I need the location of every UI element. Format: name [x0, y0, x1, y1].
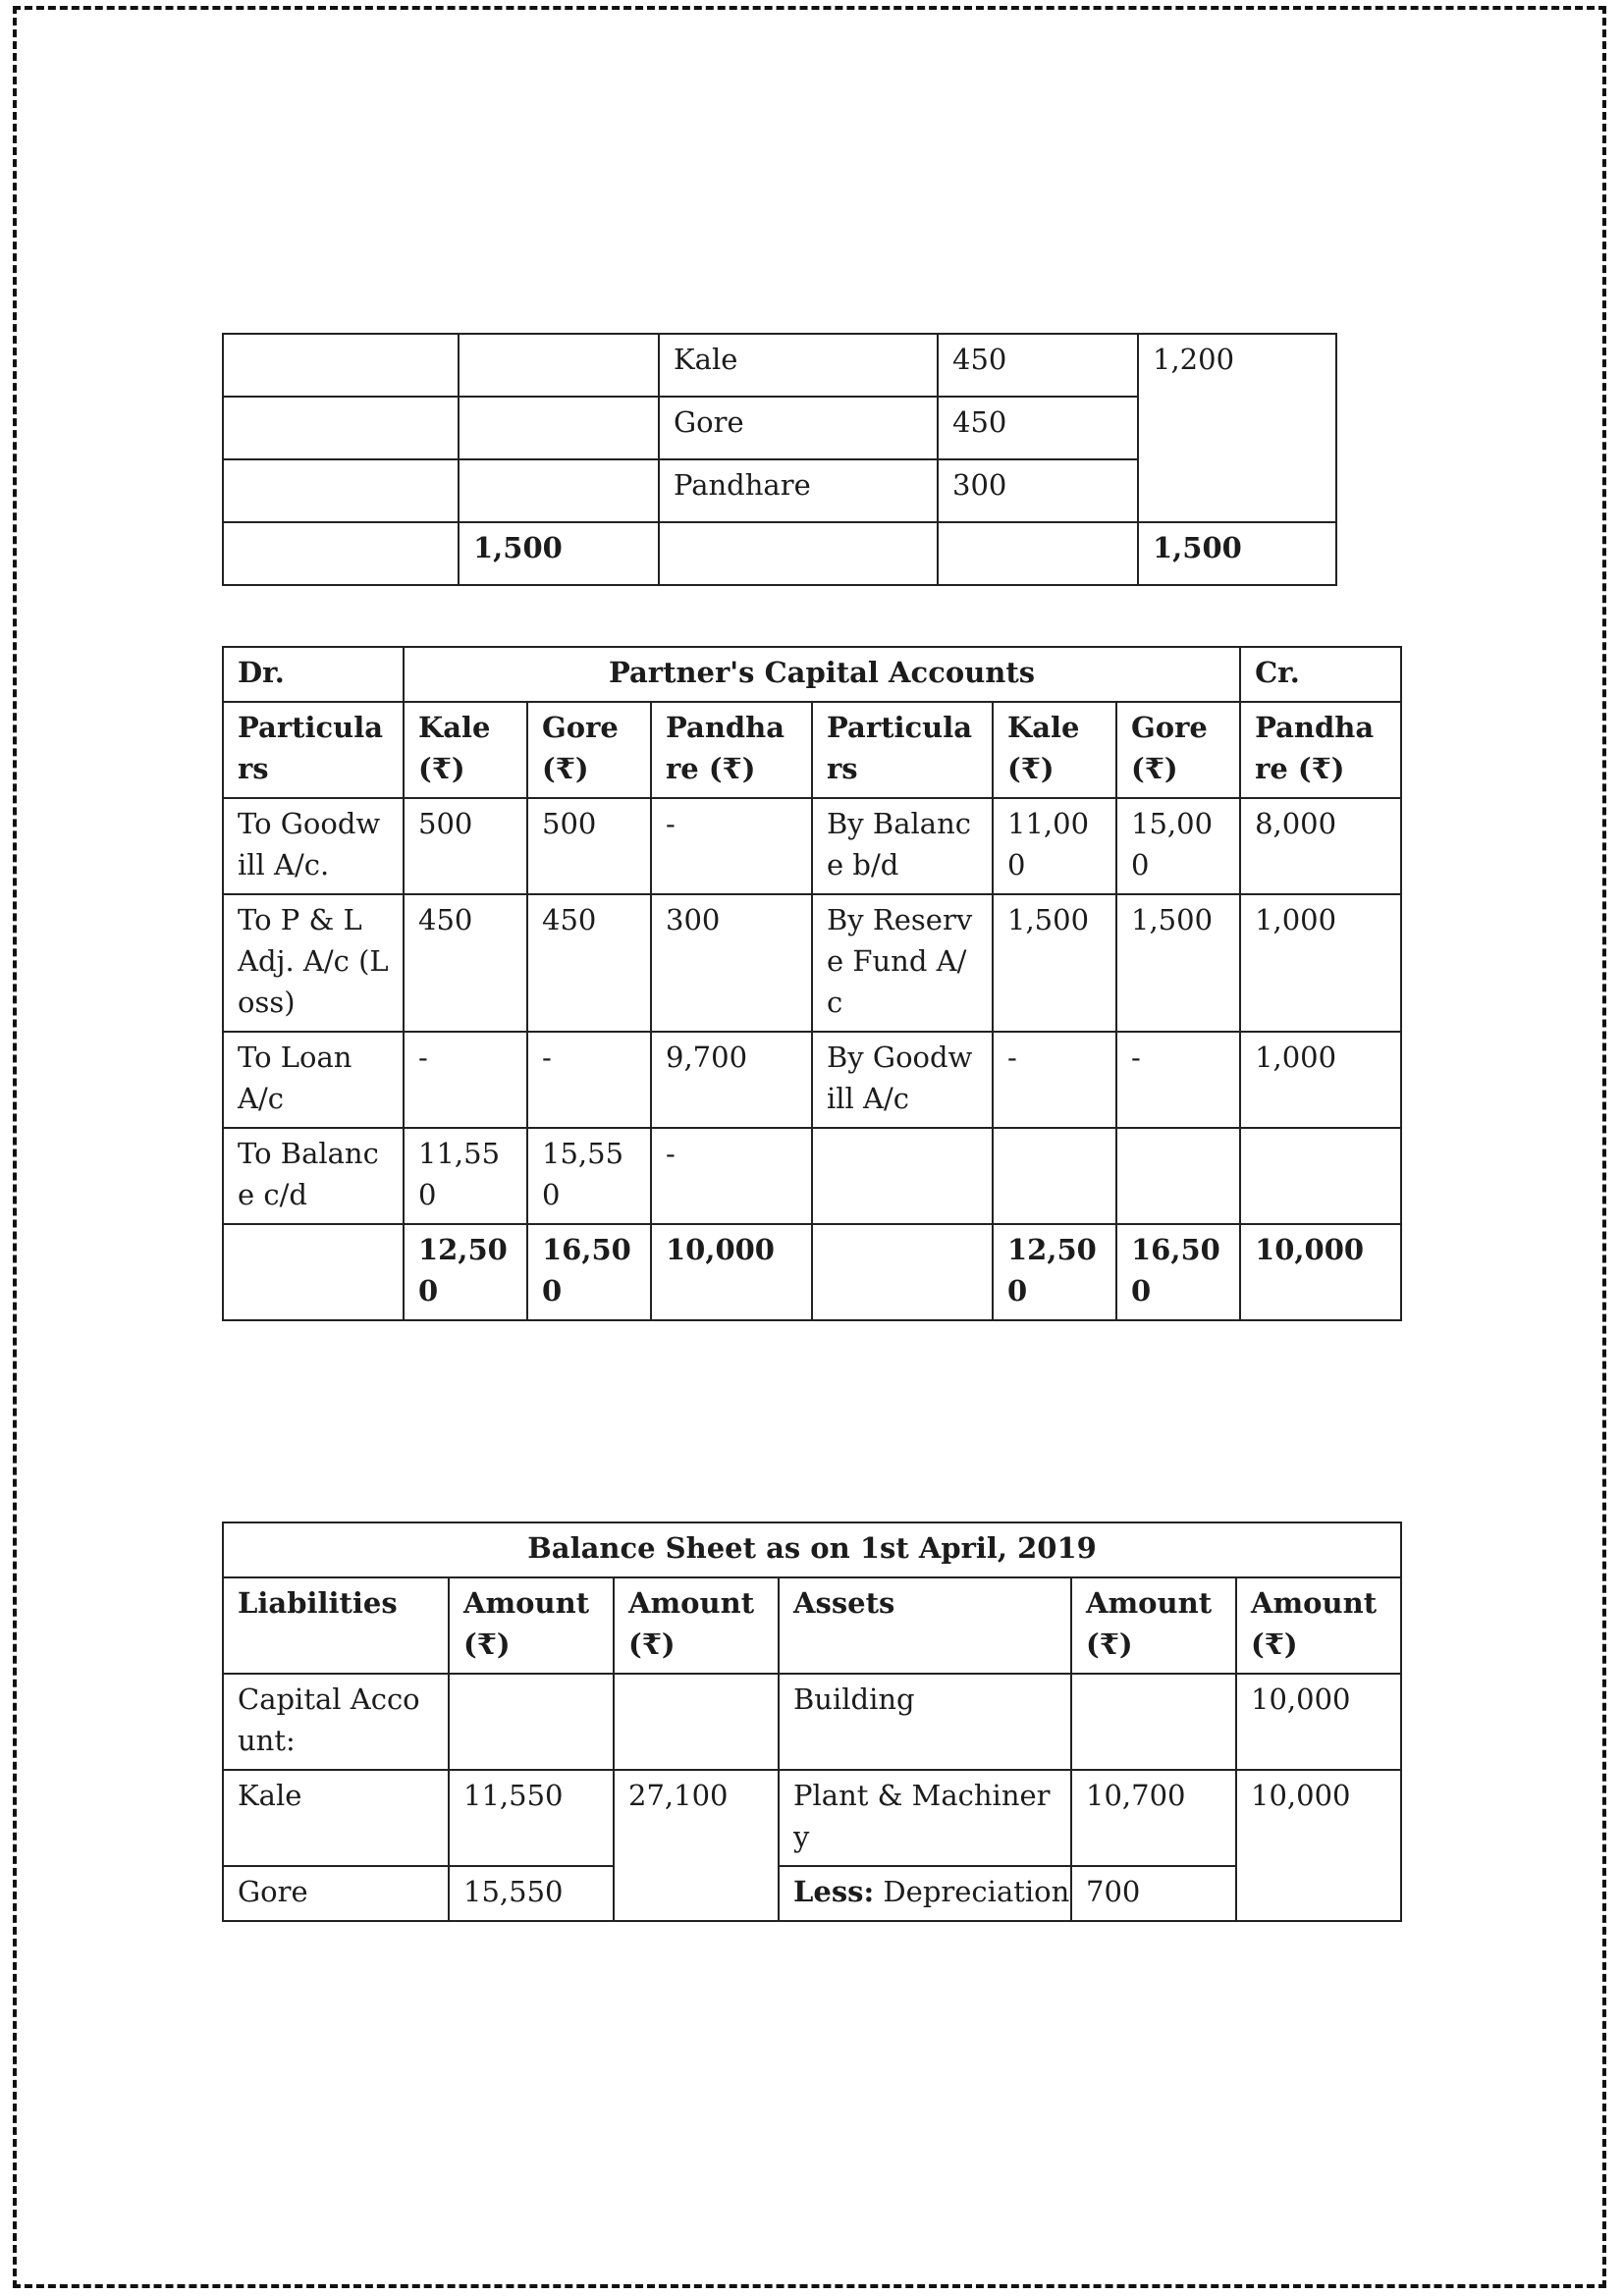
- table-cell: [459, 334, 659, 397]
- column-header: Pandhare (₹): [1240, 702, 1401, 798]
- table-cell: To P & L Adj. A/c (Loss): [223, 894, 404, 1032]
- table-cell: 10,000: [1236, 1674, 1401, 1770]
- table-cell: [459, 459, 659, 522]
- table-cell: To Balance c/d: [223, 1128, 404, 1224]
- table-cell: 700: [1071, 1866, 1236, 1921]
- column-header-row: [223, 702, 1401, 798]
- column-header: Particulars: [812, 702, 993, 798]
- column-header: Amount (₹): [614, 1577, 779, 1674]
- table-cell: 11,550: [404, 1128, 527, 1224]
- column-header: Liabilities: [223, 1577, 449, 1674]
- table-cell: [449, 1674, 614, 1770]
- table-cell: [659, 522, 938, 585]
- column-header: Amount (₹): [1236, 1577, 1401, 1674]
- table-cell: By Balance b/d: [812, 798, 993, 894]
- column-header: Assets: [779, 1577, 1071, 1674]
- column-header: Gore (₹): [527, 702, 651, 798]
- continuation-table: [222, 333, 1337, 586]
- table-cell: Kale: [223, 1770, 449, 1866]
- total-cell: 16,500: [1116, 1224, 1240, 1320]
- total-cell: [223, 1224, 404, 1320]
- total-cell: [812, 1224, 993, 1320]
- table-header-row: [223, 1522, 1401, 1577]
- table-cell: 15,550: [527, 1128, 651, 1224]
- table-cell: 300: [938, 459, 1138, 522]
- capital-accounts-table: [222, 646, 1402, 1321]
- total-cell: 12,500: [993, 1224, 1116, 1320]
- table-title: Partner's Capital Accounts: [404, 647, 1240, 702]
- table-cell: 500: [527, 798, 651, 894]
- column-header: Pandhare (₹): [651, 702, 812, 798]
- table-cell: -: [527, 1032, 651, 1128]
- less-label: Less:: [793, 1875, 875, 1908]
- table-row: [223, 522, 1336, 585]
- column-header: Particulars: [223, 702, 404, 798]
- table-cell: 1,500: [1116, 894, 1240, 1032]
- table-cell: Pandhare: [659, 459, 938, 522]
- total-cell: 10,000: [651, 1224, 812, 1320]
- table-cell: [1071, 1674, 1236, 1770]
- table-cell: [223, 459, 459, 522]
- table-cell: 10,700: [1071, 1770, 1236, 1866]
- table-cell: [938, 522, 1138, 585]
- table-cell: By Reserve Fund A/c: [812, 894, 993, 1032]
- table-cell: 300: [651, 894, 812, 1032]
- balance-sheet-table: [222, 1522, 1402, 1922]
- table-row: [223, 1032, 1401, 1128]
- table-cell: [223, 397, 459, 459]
- table-row: [223, 1674, 1401, 1770]
- table-cell: 1,000: [1240, 1032, 1401, 1128]
- column-header: Kale (₹): [993, 702, 1116, 798]
- table-cell: 1,500: [993, 894, 1116, 1032]
- table-cell: 450: [938, 334, 1138, 397]
- table-row: [223, 1128, 1401, 1224]
- cr-label: Cr.: [1240, 647, 1401, 702]
- table-row: [223, 798, 1401, 894]
- table-cell: [812, 1128, 993, 1224]
- table-cell: 450: [404, 894, 527, 1032]
- total-cell: 16,500: [527, 1224, 651, 1320]
- table-cell: [1240, 1128, 1401, 1224]
- table-cell: -: [404, 1032, 527, 1128]
- table-cell: Capital Account:: [223, 1674, 449, 1770]
- table-cell: [614, 1674, 779, 1770]
- table-cell: 27,100: [614, 1770, 779, 1921]
- table-cell: [993, 1128, 1116, 1224]
- depreciation-label: Depreciation: [883, 1875, 1070, 1908]
- table-cell: Plant & Machinery: [779, 1770, 1071, 1866]
- table-cell: 1,000: [1240, 894, 1401, 1032]
- table-cell: To Goodwill A/c.: [223, 798, 404, 894]
- column-header: Kale (₹): [404, 702, 527, 798]
- table-cell: Gore: [223, 1866, 449, 1921]
- table-cell: -: [1116, 1032, 1240, 1128]
- dr-label: Dr.: [223, 647, 404, 702]
- table-cell: 9,700: [651, 1032, 812, 1128]
- table-cell: -: [651, 1128, 812, 1224]
- table-cell: Building: [779, 1674, 1071, 1770]
- table-row: [223, 1770, 1401, 1866]
- column-header: Gore (₹): [1116, 702, 1240, 798]
- table-title: Balance Sheet as on 1st April, 2019: [223, 1522, 1401, 1577]
- table-cell: Gore: [659, 397, 938, 459]
- total-cell: 1,500: [459, 522, 659, 585]
- table-cell: [459, 397, 659, 459]
- total-cell: 1,500: [1138, 522, 1336, 585]
- column-header: Amount (₹): [1071, 1577, 1236, 1674]
- table-cell: 500: [404, 798, 527, 894]
- table-header-row: [223, 647, 1401, 702]
- table-row: [223, 894, 1401, 1032]
- table-cell: 1,200: [1138, 334, 1336, 522]
- column-header-row: [223, 1577, 1401, 1674]
- table-cell: [223, 522, 459, 585]
- table-cell: -: [651, 798, 812, 894]
- totals-row: [223, 1224, 1401, 1320]
- table-cell: [1116, 1128, 1240, 1224]
- table-cell: 450: [527, 894, 651, 1032]
- table-cell: By Goodwill A/c: [812, 1032, 993, 1128]
- column-header: Amount (₹): [449, 1577, 614, 1674]
- table-cell: To Loan A/c: [223, 1032, 404, 1128]
- table-cell: [779, 1866, 1071, 1921]
- table-cell: 10,000: [1236, 1770, 1401, 1921]
- table-cell: -: [993, 1032, 1116, 1128]
- table-cell: [223, 334, 459, 397]
- total-cell: 10,000: [1240, 1224, 1401, 1320]
- table-row: [223, 334, 1336, 397]
- total-cell: 12,500: [404, 1224, 527, 1320]
- table-cell: Kale: [659, 334, 938, 397]
- table-cell: 450: [938, 397, 1138, 459]
- table-cell: 11,000: [993, 798, 1116, 894]
- table-cell: 8,000: [1240, 798, 1401, 894]
- table-cell: 11,550: [449, 1770, 614, 1866]
- table-cell: 15,550: [449, 1866, 614, 1921]
- table-cell: 15,000: [1116, 798, 1240, 894]
- table-row: [223, 1866, 1401, 1921]
